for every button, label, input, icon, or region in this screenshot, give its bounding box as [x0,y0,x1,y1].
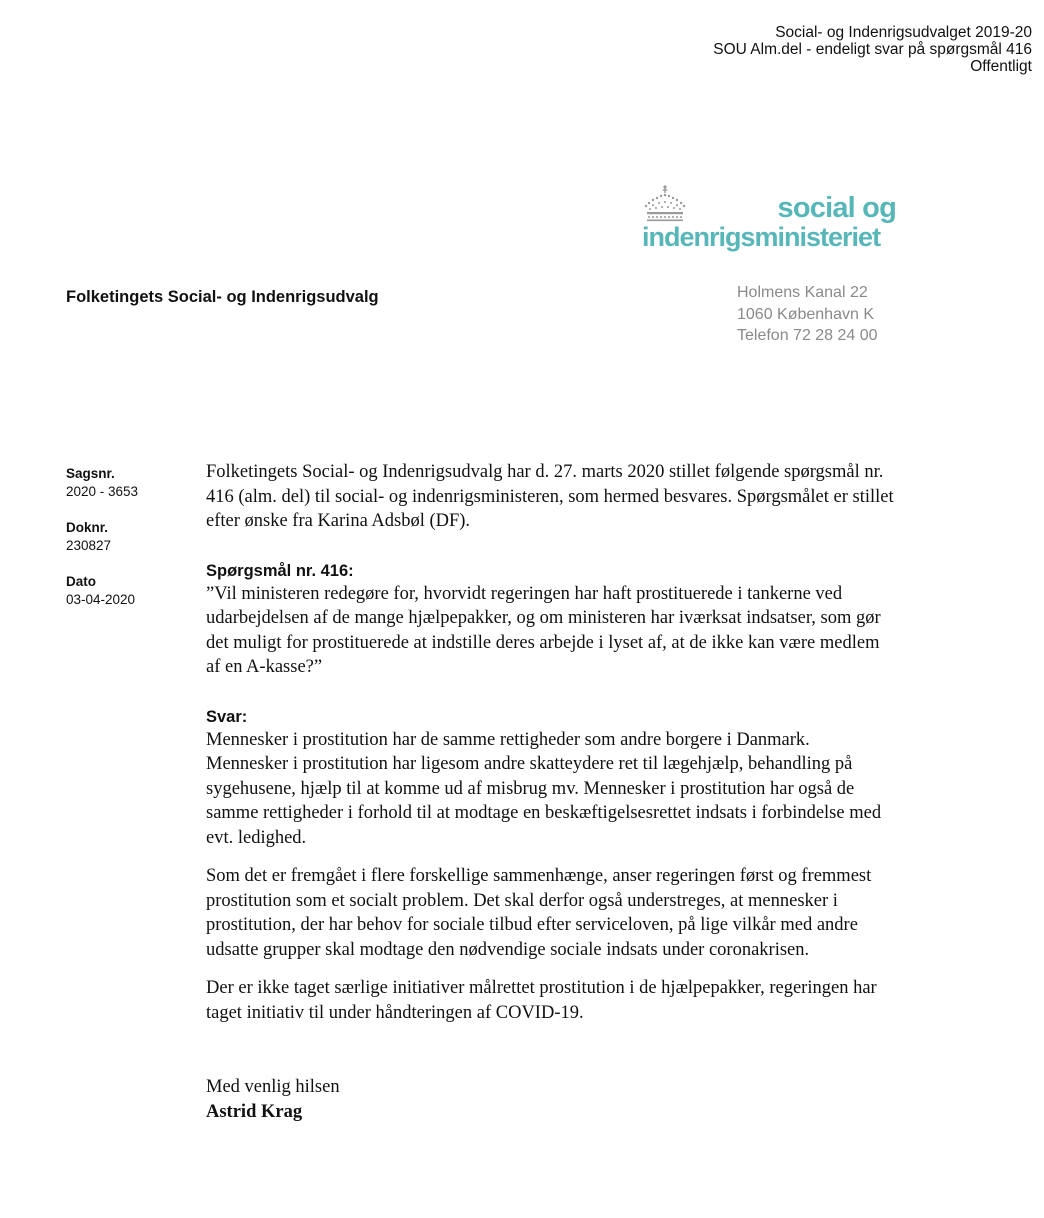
answer-paragraph-1: Mennesker i prostitution har de samme rettigheder som andre borgere i Danmark. Mennesker i prostitution har ligesom andre skatteydere ret til lægehjælp, behandling på sygehusene, hjælp til at komme ud af misbrug mv. Mennesker i prostitution har også de samme rettigheder i forhold til at modtage en beskæftigelsesrettet indsats i forbindelse med evt. ledighed. [206,729,882,848]
address-street: Holmens Kanal 22 [737,284,868,301]
document-reference: SOU Alm.del - endeligt svar på spørgsmål 416 [713,41,1032,58]
question-heading: Spørgsmål nr. 416: [206,561,354,580]
signature-name: Astrid Krag [206,1101,303,1122]
crown-icon [642,184,688,222]
dato-value: 03-04-2020 [66,592,136,607]
ministry-logo [640,184,900,264]
question-text: ”Vil ministeren redegøre for, hvorvidt regeringen har haft prostituerede i tankerne ved udarbejdelsen af de mange hjælpepakker, og om ministeren har iværksat indsatser, som gør det muligt for prostituerede at indstille deres arbejde i lyset af, at de ikke kan være medlem af en A-kasse?” [206,583,881,677]
sagsnr-value: 2020 - 3653 [66,484,139,499]
address-phone: Telefon 72 28 24 00 [737,327,878,344]
sagsnr-block [66,465,196,501]
case-metadata [66,465,196,627]
logo-text-line1: social og [777,192,896,224]
doknr-block [66,519,196,555]
answer-paragraph-3: Der er ikke taget særlige initiativer målrettet prostitution i de hjælpepakker, regeringen har taget initiativ til under håndteringen af COVID-19. [206,978,877,1023]
answer-paragraph-2: Som det er fremgået i flere forskellige sammenhænge, anser regeringen først og fremmest prostitution som et socialt problem. Det skal derfor også understreges, at mennesker i prostitution, der har behov for sociale tilbud efter serviceloven, på lige vilkår med andre udsatte grupper skal modtage den nødvendige sociale indsats under coronakrisen. [206,866,872,960]
closing-salutation: Med venlig hilsen [206,1077,340,1097]
sagsnr-label: Sagsnr. [66,466,115,481]
letter-body [206,460,896,1124]
answer-heading: Svar: [206,707,248,726]
publication-status: Offentligt [970,58,1032,75]
logo-text-line2: indenrigsministeriet [642,222,881,252]
recipient-name: Folketingets Social- og Indenrigsudvalg [66,288,379,306]
document-header [713,24,1032,75]
intro-paragraph: Folketingets Social- og Indenrigsudvalg har d. 27. marts 2020 stillet følgende spørgsmål nr. 416 (alm. del) til social- og indenrigsministeren, som hermed besvares. Spørgsmålet er stillet efter ønske fra Karina Adsbøl (DF). [206,462,894,531]
doknr-value: 230827 [66,538,112,553]
doknr-label: Doknr. [66,520,109,535]
dato-block [66,573,196,609]
sender-address [737,282,878,347]
address-city: 1060 København K [737,305,874,323]
dato-label: Dato [66,574,96,589]
committee-year: Social- og Indenrigsudvalget 2019-20 [775,24,1032,41]
